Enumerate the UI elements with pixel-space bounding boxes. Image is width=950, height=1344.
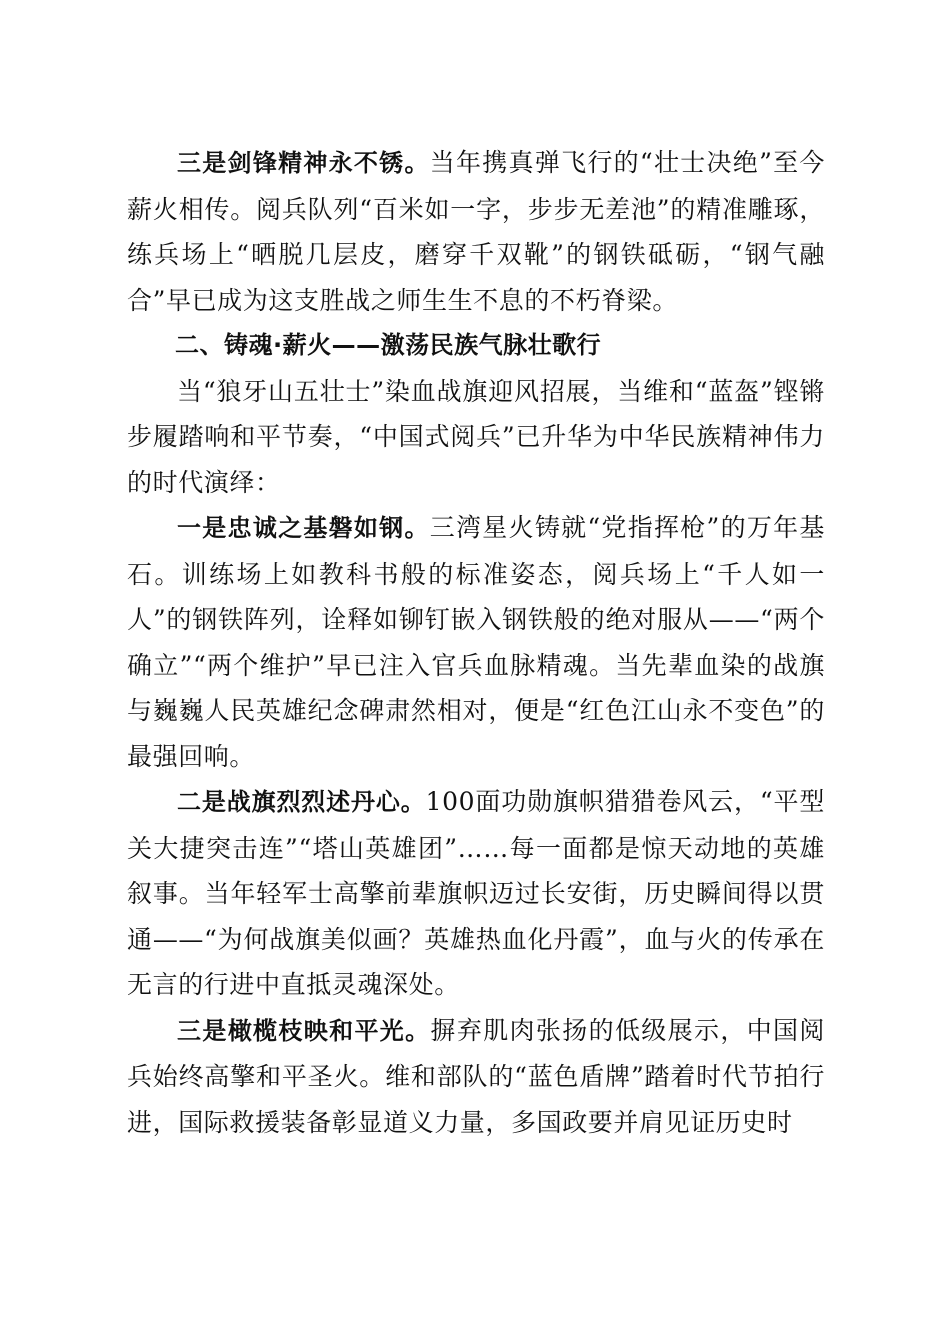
paragraph-text: 三湾星火铸就“党指挥枪”的万年基石。训练场上如教科书般的标准姿态，阅兵场上“千人如一人”的钢铁阵列，诠释如铆钉嵌入钢铁般的绝对服从——“两个确立”“两个维护”早已注入官兵血脉精魂。当先辈血染的战旗与巍巍人民英雄纪念碑肃然相对，便是“红色江山永不变色”的最强回响。 xyxy=(127,513,825,771)
paragraph-battle-flags xyxy=(127,779,825,1008)
paragraph-sword-spirit xyxy=(127,140,825,323)
paragraph-olive-branch xyxy=(127,1008,825,1146)
paragraph-lead: 三是橄榄枝映和平光。 xyxy=(177,1016,431,1045)
paragraph-text: 100面功勋旗帜猎猎卷风云，“平型关大捷突击连”“塔山英雄团”……每一面都是惊天动地的英雄叙事。当年轻军士高擎前辈旗帜迈过长安街，历史瞬间得以贯通——“为何战旗美似画？英雄热血化丹霞”，血与火的传承在无言的行进中直抵灵魂深处。 xyxy=(127,787,825,999)
paragraph-text: 当年携真弹飞行的“壮士决绝”至今薪火相传。阅兵队列“百米如一字，步步无差池”的精准雕琢，练兵场上“晒脱几层皮，磨穿千双靴”的钢铁砥砺，“钢气融合”早已成为这支胜战之师生生不息的不朽脊梁。 xyxy=(127,148,825,315)
section-heading: 二、铸魂·薪火——激荡民族气脉壮歌行 xyxy=(175,331,602,359)
paragraph-loyalty xyxy=(127,505,825,779)
paragraph-intro xyxy=(127,369,825,506)
paragraph-lead: 二是战旗烈烈述丹心。 xyxy=(177,788,426,816)
paragraph-lead: 一是忠诚之基磐如钢。 xyxy=(177,514,430,542)
paragraph-text: 当“狼牙山五壮士”染血战旗迎风招展，当维和“蓝盔”铿锵步履踏响和平节奏，“中国式阅兵”已升华为中华民族精神伟力的时代演绎： xyxy=(127,376,825,497)
paragraph-text: 摒弃肌肉张扬的低级展示，中国阅兵始终高擎和平圣火。维和部队的“蓝色盾牌”踏着时代节拍行进，国际救援装备彰显道义力量，多国政要并肩见证历史时 xyxy=(127,1015,825,1137)
document-body xyxy=(127,140,825,1145)
paragraph-lead: 三是剑锋精神永不锈。 xyxy=(177,149,430,177)
